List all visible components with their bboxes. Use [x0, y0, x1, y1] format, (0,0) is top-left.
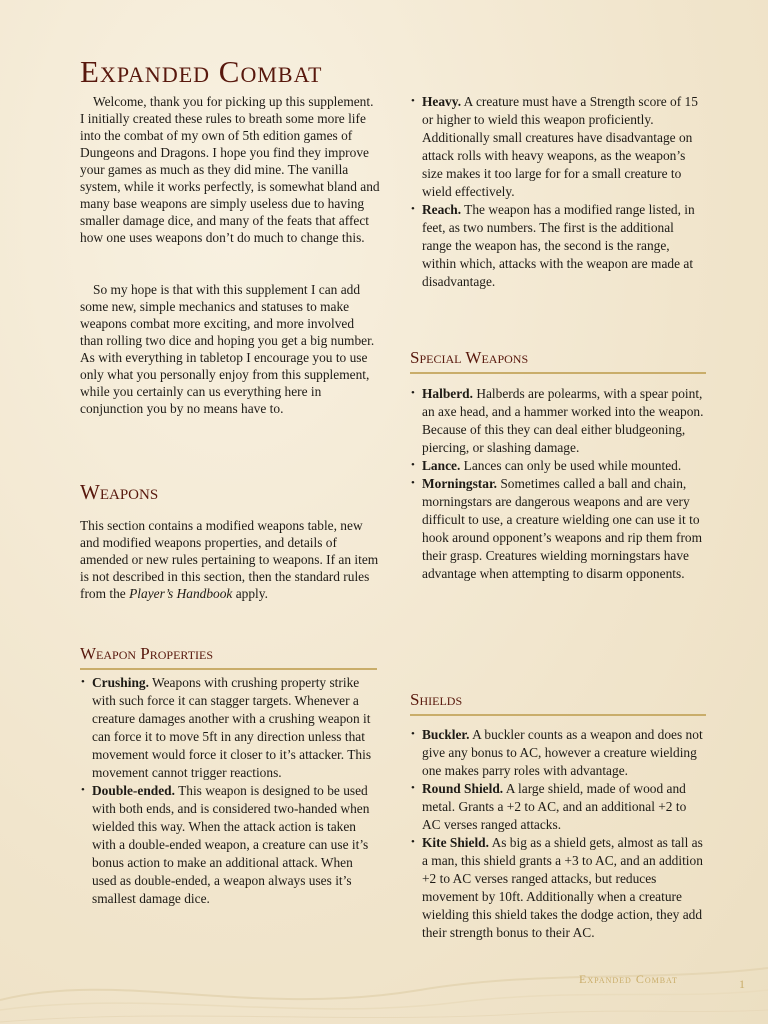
- special-weapons-heading: Special Weapons: [410, 347, 706, 374]
- term-label: Crushing.: [92, 675, 149, 690]
- term-label: Double-ended.: [92, 783, 175, 798]
- shields-list: [410, 726, 706, 942]
- bullet-icon: •: [411, 387, 415, 399]
- list-item-crushing: [80, 674, 380, 782]
- weapons-text-before: This section contains a modified weapons table, new and modified weapons properties, and details of amended or new rules pertaining to weapons. If an item is not described in this section, then the standard rules from the: [80, 518, 379, 601]
- special-weapons-list: [410, 385, 706, 583]
- players-handbook-title: Player’s Handbook: [129, 586, 233, 601]
- bullet-icon: •: [411, 203, 415, 215]
- term-description: This weapon is designed to be used with both ends, and is considered two-handed when wielded this way. When the attack action is taken with a double-ended weapon, a creature can use it’s bonus action to make an additional attack. When used as double-ended, a weapon always uses it’s smallest damage dice.: [92, 783, 370, 906]
- term-label: Heavy.: [422, 94, 462, 109]
- term-description: A creature must have a Strength score of 15 or higher to wield this weapon proficiently. Additionally small creatures have disadvantage on attack rolls with heavy weapons, as the weapon’s size makes it too large for for a small creature to wield effectively.: [422, 94, 698, 199]
- bullet-icon: •: [411, 836, 415, 848]
- document-title: Expanded Combat: [80, 54, 323, 89]
- term-label: Lance.: [422, 458, 461, 473]
- bullet-icon: •: [411, 728, 415, 740]
- bullet-icon: •: [81, 676, 85, 688]
- list-item-reach: [410, 201, 706, 291]
- list-item-double-ended: [80, 782, 380, 908]
- term-label: Buckler.: [422, 727, 470, 742]
- weapon-properties-heading: Weapon Properties: [80, 643, 377, 670]
- term-description: Lances can only be used while mounted.: [460, 458, 682, 473]
- term-label: Reach.: [422, 202, 462, 217]
- term-description: Weapons with crushing property strike with such force it can stagger targets. Whenever a creature damages another with a crushing weapon it can force it to move 5ft in any direction unless that movement would force it closer to it’s attacker. This movement cannot trigger reactions.: [92, 675, 372, 780]
- term-description: A buckler counts as a weapon and does not give any bonus to AC, however a creature wielding one makes parry roles with advantage.: [422, 727, 703, 778]
- list-item-round-shield: [410, 780, 706, 834]
- term-description: As big as a shield gets, almost as tall as a man, this shield grants a +3 to AC, and an addition +2 to AC verses ranged attacks, but reduces movement by 10ft. Additionally when a creature wielding this shield takes the dodge action, they add their strength bonus to their AC.: [422, 835, 703, 940]
- footer-title: Expanded Combat: [579, 972, 678, 986]
- weapon-properties-list-right: [410, 93, 706, 291]
- term-description: Sometimes called a ball and chain, morningstars are dangerous weapons and are very difficult to use, a creature wielding one can use it to hook around opponent’s weapons and rip them from their grasp. Creatures wielding morningstars have advantage when attempting to disarm opponents.: [422, 476, 703, 581]
- list-item-morningstar: [410, 475, 706, 583]
- footer-ornament-icon: [0, 960, 768, 1024]
- term-description: The weapon has a modified range listed, in feet, as two numbers. The first is the additional range the weapon has, the second is the range, within which, attacks with the weapon are made at disadvantage.: [422, 202, 695, 289]
- bullet-icon: •: [411, 95, 415, 107]
- list-item-halberd: [410, 385, 706, 457]
- term-description: Halberds are polearms, with a spear point, an axe head, and a hammer worked into the weapon. Because of this they can deal either bludgeoning, piercing, or slashing damage.: [422, 386, 704, 455]
- term-label: Halberd.: [422, 386, 473, 401]
- page-number: 1: [739, 977, 745, 991]
- intro-paragraph-2: So my hope is that with this supplement I can add some new, simple mechanics and statuses to make weapons combat more exciting, and more involved than rolling two dice and hoping you get a big number. As with everything in tabletop I encourage you to use only what you personally enjoy from this supplement, while you certainly can us everything here in conjunction you by no means have to.: [80, 282, 375, 416]
- term-label: Round Shield.: [422, 781, 504, 796]
- list-item-heavy: [410, 93, 706, 201]
- shields-heading: Shields: [410, 689, 706, 716]
- bullet-icon: •: [411, 477, 415, 489]
- term-label: Morningstar.: [422, 476, 498, 491]
- list-item-buckler: [410, 726, 706, 780]
- term-label: Kite Shield.: [422, 835, 489, 850]
- bullet-icon: •: [411, 459, 415, 471]
- list-item-lance: [410, 457, 706, 475]
- weapons-paragraph: [80, 517, 380, 602]
- term-description: A large shield, made of wood and metal. Grants a +2 to AC, and an additional +2 to AC verses ranged attacks.: [422, 781, 687, 832]
- bullet-icon: •: [81, 784, 85, 796]
- weapon-properties-list-left: [80, 674, 380, 908]
- weapons-text-after: apply.: [232, 586, 268, 601]
- bullet-icon: •: [411, 782, 415, 794]
- weapons-heading: Weapons: [80, 480, 159, 504]
- intro-paragraph-1: Welcome, thank you for picking up this supplement. I initially created these rules to breath some more life into the combat of my own of 5th edition games of Dungeons and Dragons. I hope you find they improve your games as much as they did mine. The vanilla system, while it works perfectly, is somewhat bland and many base weapons are simply useless due to having smaller damage dice, and many of the feats that affect how one uses weapons don’t do much to change this.: [80, 94, 380, 245]
- list-item-kite-shield: [410, 834, 706, 942]
